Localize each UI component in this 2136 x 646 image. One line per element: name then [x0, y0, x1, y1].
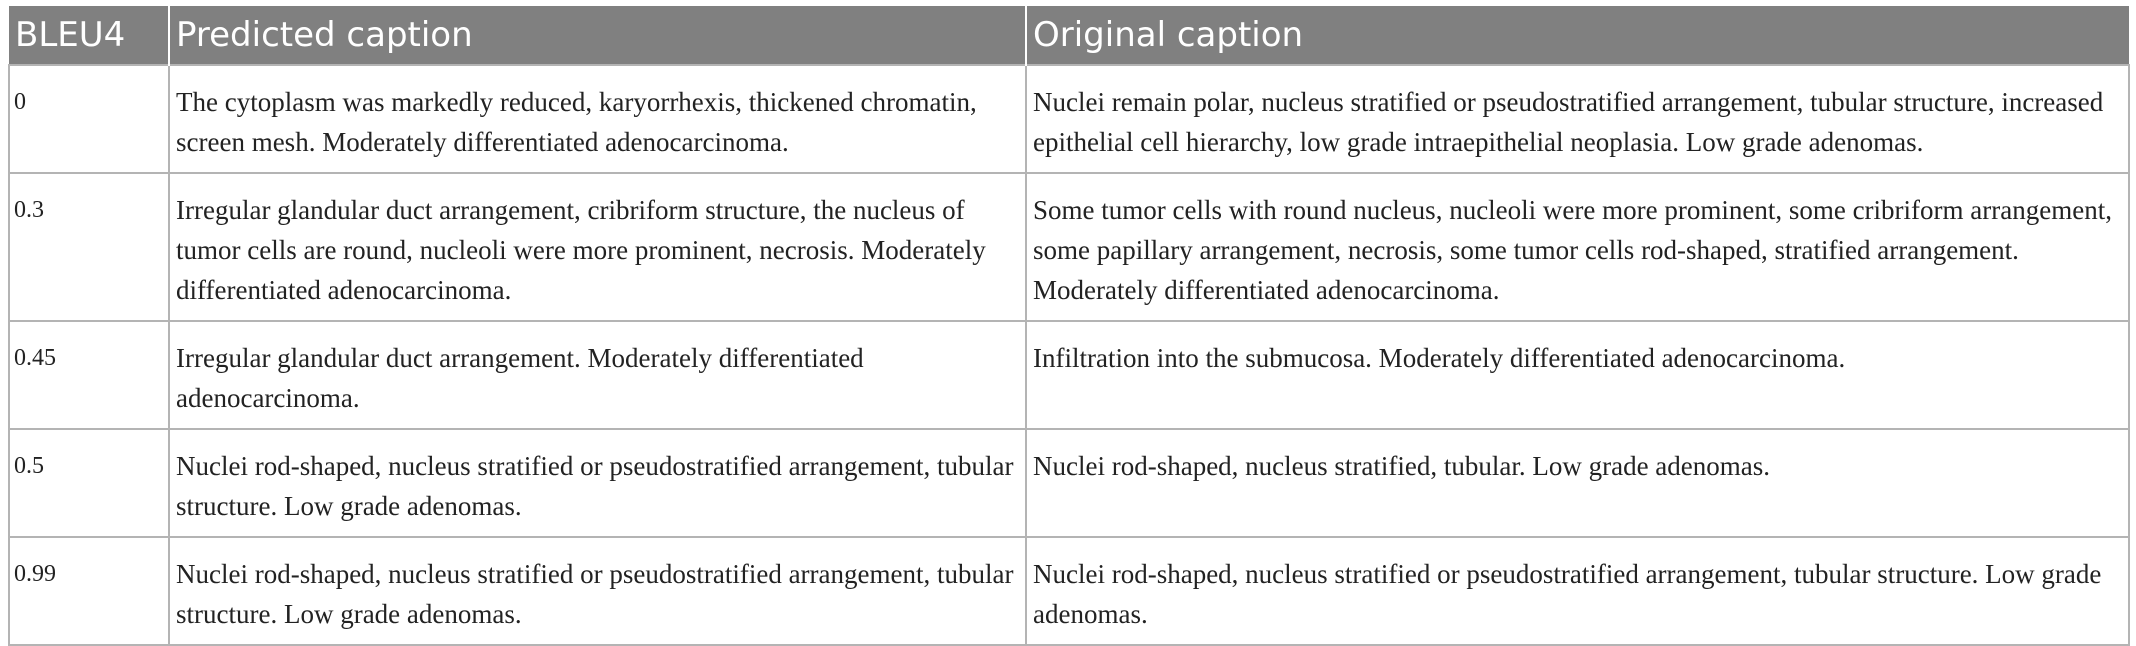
- original-caption-cell: Nuclei remain polar, nucleus stratified or pseudostratified arrangement, tubular structure, increased epithelial cell hierarchy, low grade intraepithelial neoplasia. Low grade adenomas.: [1026, 65, 2129, 173]
- original-caption-cell: Some tumor cells with round nucleus, nucleoli were more prominent, some cribriform arrangement, some papillary arrangement, necrosis, some tumor cells rod-shaped, stratified arrangement. Moderately differentiated adenocarcinoma.: [1026, 173, 2129, 321]
- predicted-caption-cell: Nuclei rod-shaped, nucleus stratified or pseudostratified arrangement, tubular structure. Low grade adenomas.: [169, 429, 1026, 537]
- original-caption-cell: Nuclei rod-shaped, nucleus stratified, tubular. Low grade adenomas.: [1026, 429, 2129, 537]
- predicted-caption-cell: Irregular glandular duct arrangement, cribriform structure, the nucleus of tumor cells are round, nucleoli were more prominent, necrosis. Moderately differentiated adenocarcinoma.: [169, 173, 1026, 321]
- predicted-caption-cell: Nuclei rod-shaped, nucleus stratified or pseudostratified arrangement, tubular structure. Low grade adenomas.: [169, 537, 1026, 645]
- table-header: [9, 6, 2129, 65]
- table-row: [9, 429, 2129, 537]
- caption-comparison-table: [8, 6, 2130, 646]
- bleu4-cell: 0.99: [9, 537, 169, 645]
- table-row: [9, 321, 2129, 429]
- table-row: [9, 537, 2129, 645]
- original-caption-cell: Nuclei rod-shaped, nucleus stratified or pseudostratified arrangement, tubular structure. Low grade adenomas.: [1026, 537, 2129, 645]
- predicted-caption-cell: The cytoplasm was markedly reduced, karyorrhexis, thickened chromatin, screen mesh. Moderately differentiated adenocarcinoma.: [169, 65, 1026, 173]
- bleu4-cell: 0.45: [9, 321, 169, 429]
- header-original-caption: Original caption: [1026, 6, 2129, 65]
- original-caption-cell: Infiltration into the submucosa. Moderately differentiated adenocarcinoma.: [1026, 321, 2129, 429]
- table-body: [9, 65, 2129, 645]
- header-row: [9, 6, 2129, 65]
- predicted-caption-cell: Irregular glandular duct arrangement. Moderately differentiated adenocarcinoma.: [169, 321, 1026, 429]
- bleu4-cell: 0.3: [9, 173, 169, 321]
- header-predicted-caption: Predicted caption: [169, 6, 1026, 65]
- bleu4-cell: 0.5: [9, 429, 169, 537]
- bleu4-cell: 0: [9, 65, 169, 173]
- caption-comparison-table-wrapper: [8, 6, 2128, 646]
- header-bleu4: BLEU4: [9, 6, 169, 65]
- table-row: [9, 173, 2129, 321]
- table-row: [9, 65, 2129, 173]
